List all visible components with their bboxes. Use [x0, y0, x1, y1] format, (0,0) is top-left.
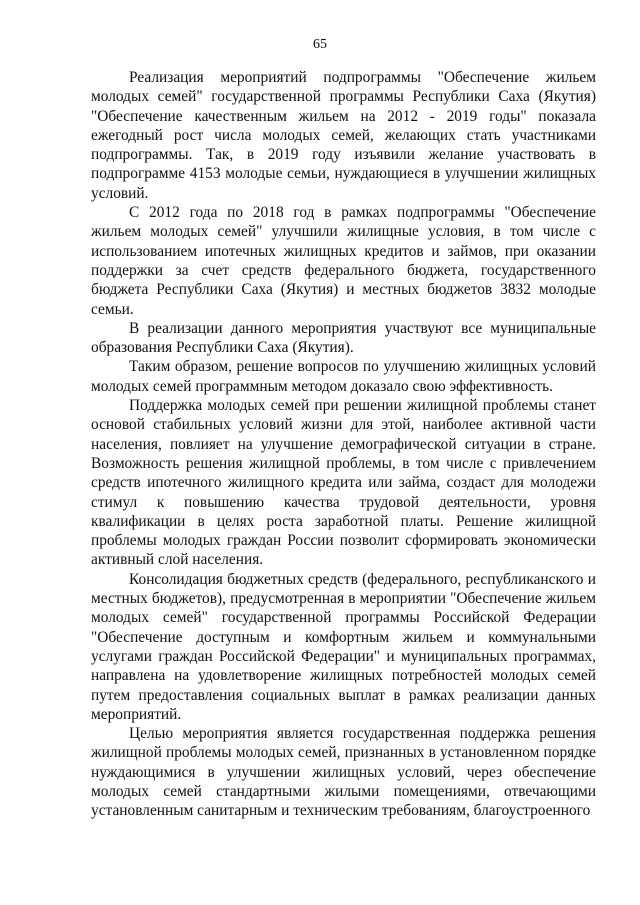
page-number: 65 — [313, 37, 327, 52]
paragraph: Поддержка молодых семей при решении жилищной проблемы станет основой стабильных условий жизни для этой, наиболее активной части населения, повлияет на улучшение демографической ситуации в стране. Возможность решения жилищной проблемы, в том числе с привлечением средств ипотечного жилищного кредита или займа, создаст для молодежи стимул к повышению качества трудовой деятельности, уровня квалификации в целях роста заработной платы. Решение жилищной проблемы молодых граждан России позволит сформировать экономически активный слой населения. — [91, 397, 596, 569]
paragraph: Консолидация бюджетных средств (федерального, республиканского и местных бюджетов), предусмотренная в мероприятии "Обеспечение жильем молодых семей" государственной программы Российской Федерации "Обеспечение доступным и комфортным жильем и коммунальными услугами граждан Российской Федерации" и муниципальных программах, направлена на удовлетворение жилищных потребностей молодых семей путем предоставления социальных выплат в рамках реализации данных мероприятий. — [91, 570, 596, 723]
paragraph: С 2012 года по 2018 год в рамках подпрограммы "Обеспечение жильем молодых семей" улучшили жилищные условия, в том числе с использованием ипотечных жилищных кредитов и займов, при оказании поддержки за счет средств федерального бюджета, государственного бюджета Республики Саха (Якутия) и местных бюджетов 3832 молодые семьи. — [91, 204, 596, 318]
paragraph: Целью мероприятия является государственная поддержка решения жилищной проблемы молодых семей, признанных в установленном порядке нуждающимися в улучшении жилищных условий, через обеспечение молодых семей стандартными жилыми помещениями, отвечающими установленным санитарным и техническим требованиям, благоустроенного — [91, 725, 596, 820]
paragraph: В реализации данного мероприятия участвуют все муниципальные образования Республики Саха (Якутия). — [91, 319, 596, 357]
paragraph: Реализация мероприятий подпрограммы "Обеспечение жильем молодых семей" государственной программы Республики Саха (Якутия) "Обеспечение качественным жильем на 2012 - 2019 годы" показала ежегодный рост числа молодых семей, желающих стать участниками подпрограммы. Так, в 2019 году изъявили желание участвовать в подпрограмме 4153 молодые семьи, нуждающиеся в улучшении жилищных условий. — [91, 69, 596, 202]
document-body — [91, 68, 596, 821]
paragraph: Таким образом, решение вопросов по улучшению жилищных условий молодых семей программным методом доказало свою эффективность. — [91, 358, 596, 395]
